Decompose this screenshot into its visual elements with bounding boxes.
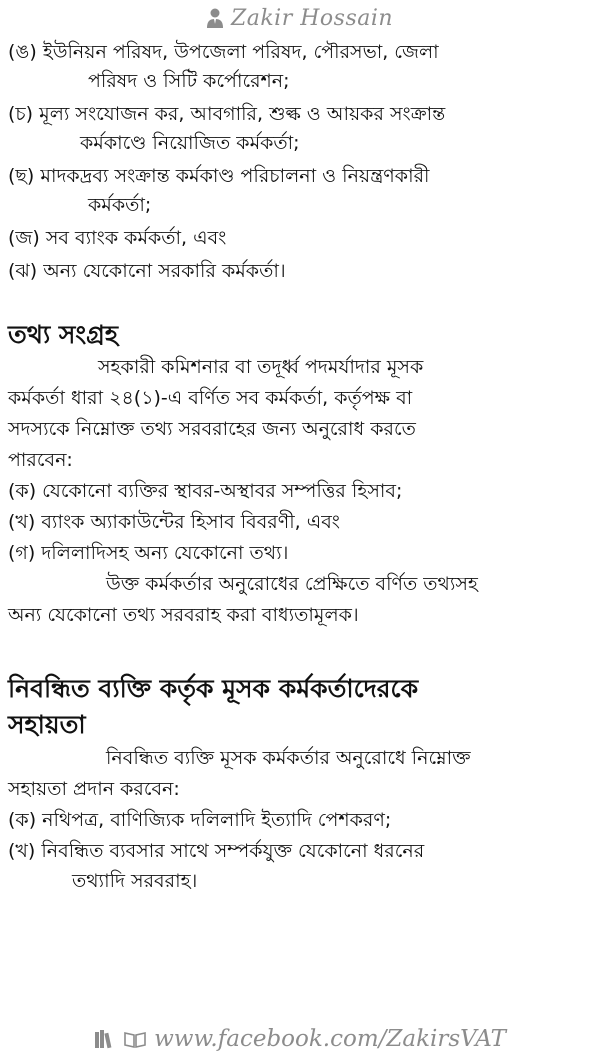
assistance-list — [8, 805, 590, 896]
paragraph-line: সহকারী কমিশনার বা তদূর্ধ্ব পদমর্যাদার মূসক — [98, 356, 424, 378]
paragraph-line: পারবেন: — [8, 449, 73, 471]
list-item — [8, 224, 590, 253]
author-name: Zakir Hossain — [230, 5, 394, 31]
list-marker: (ছ) — [8, 165, 35, 187]
list-text: নথিপত্র, বাণিজ্যিক দলিলাদি ইত্যাদি পেশকরণ; — [42, 809, 392, 831]
list-marker: (চ) — [8, 103, 34, 125]
title-line: নিবন্ধিত ব্যক্তি কর্তৃক মূসক কর্মকর্তাদেরকে — [8, 674, 419, 703]
list-text: ইউনিয়ন পরিষদ, উপজেলা পরিষদ, পৌরসভা, জেলা — [42, 41, 439, 63]
list-marker: (ঙ) — [8, 41, 37, 63]
paragraph-line: অন্য যেকোনো তথ্য সরবরাহ করা বাধ্যতামূলক। — [8, 604, 359, 626]
list-marker: (জ) — [8, 227, 40, 249]
paragraph-line: উক্ত কর্মকর্তার অনুরোধের প্রেক্ষিতে বর্ণিত তথ্যসহ — [106, 573, 478, 595]
paragraph-line: সহায়তা প্রদান করবেন: — [8, 778, 180, 800]
section1-paragraph — [8, 352, 590, 476]
list-text: মূল্য সংযোজন কর, আবগারি, শুল্ক ও আয়কর সংক্রান্ত — [39, 103, 446, 125]
list-item — [8, 38, 590, 67]
open-book-icon — [124, 1029, 146, 1049]
list-marker: (ক) — [8, 480, 37, 502]
list-item — [8, 805, 590, 836]
page-footer — [0, 1024, 600, 1054]
list-item-continuation: কর্মকাণ্ডে নিয়োজিত কর্মকর্তা; — [80, 132, 300, 154]
page-header — [8, 0, 590, 36]
list-text: নিবন্ধিত ব্যবসার সাথে সম্পর্কযুক্ত যেকোনো ধরনের — [41, 840, 425, 862]
list-text: সব ব্যাংক কর্মকর্তা, এবং — [45, 227, 227, 249]
paragraph-line: নিবন্ধিত ব্যক্তি মূসক কর্মকর্তার অনুরোধে নিম্নোক্ত — [106, 747, 471, 769]
section-title-assistance — [8, 671, 590, 743]
list-item-continuation: তথ্যাদি সরবরাহ। — [72, 870, 198, 892]
books-icon — [94, 1029, 116, 1049]
info-list — [8, 476, 590, 569]
list-text: ব্যাংক অ্যাকাউন্টের হিসাব বিবরণী, এবং — [41, 511, 340, 533]
paragraph-line: কর্মকর্তা ধারা ২৪(১)-এ বর্ণিত সব কর্মকর্তা, কর্তৃপক্ষ বা — [8, 387, 413, 409]
title-line: সহায়তা — [8, 710, 86, 739]
list-item-continuation: পরিষদ ও সিটি কর্পোরেশন; — [88, 70, 290, 92]
list-marker: (গ) — [8, 542, 36, 564]
footer-url[interactable]: www.facebook.com/ZakirsVAT — [154, 1026, 506, 1052]
person-silhouette-icon — [205, 7, 225, 29]
list-item — [8, 257, 590, 286]
section2-paragraph — [8, 743, 590, 805]
list-marker: (খ) — [8, 511, 36, 533]
list-marker: (খ) — [8, 840, 36, 862]
section-title-info-collection: তথ্য সংগ্রহ — [8, 320, 119, 349]
list-item — [8, 836, 590, 867]
list-item — [8, 100, 590, 129]
list-text: মাদকদ্রব্য সংক্রান্ত কর্মকাণ্ড পরিচালনা ও নিয়ন্ত্রণকারী — [40, 165, 430, 187]
list-item — [8, 162, 590, 191]
list-item-continuation: কর্মকর্তা; — [88, 194, 152, 216]
list-text: অন্য যেকোনো সরকারি কর্মকর্তা। — [43, 260, 286, 282]
list-marker: (ঝ) — [8, 260, 38, 282]
list-item — [8, 538, 590, 569]
officer-list — [8, 38, 590, 286]
section1-closing-paragraph — [8, 569, 590, 631]
list-item — [8, 507, 590, 538]
list-marker: (ক) — [8, 809, 37, 831]
list-text: দলিলাদিসহ অন্য যেকোনো তথ্য। — [41, 542, 289, 564]
list-item — [8, 476, 590, 507]
list-text: যেকোনো ব্যক্তির স্থাবর-অস্থাবর সম্পত্তির হিসাব; — [42, 480, 403, 502]
paragraph-line: সদস্যকে নিম্নোক্ত তথ্য সরবরাহের জন্য অনুরোধ করতে — [8, 418, 416, 440]
